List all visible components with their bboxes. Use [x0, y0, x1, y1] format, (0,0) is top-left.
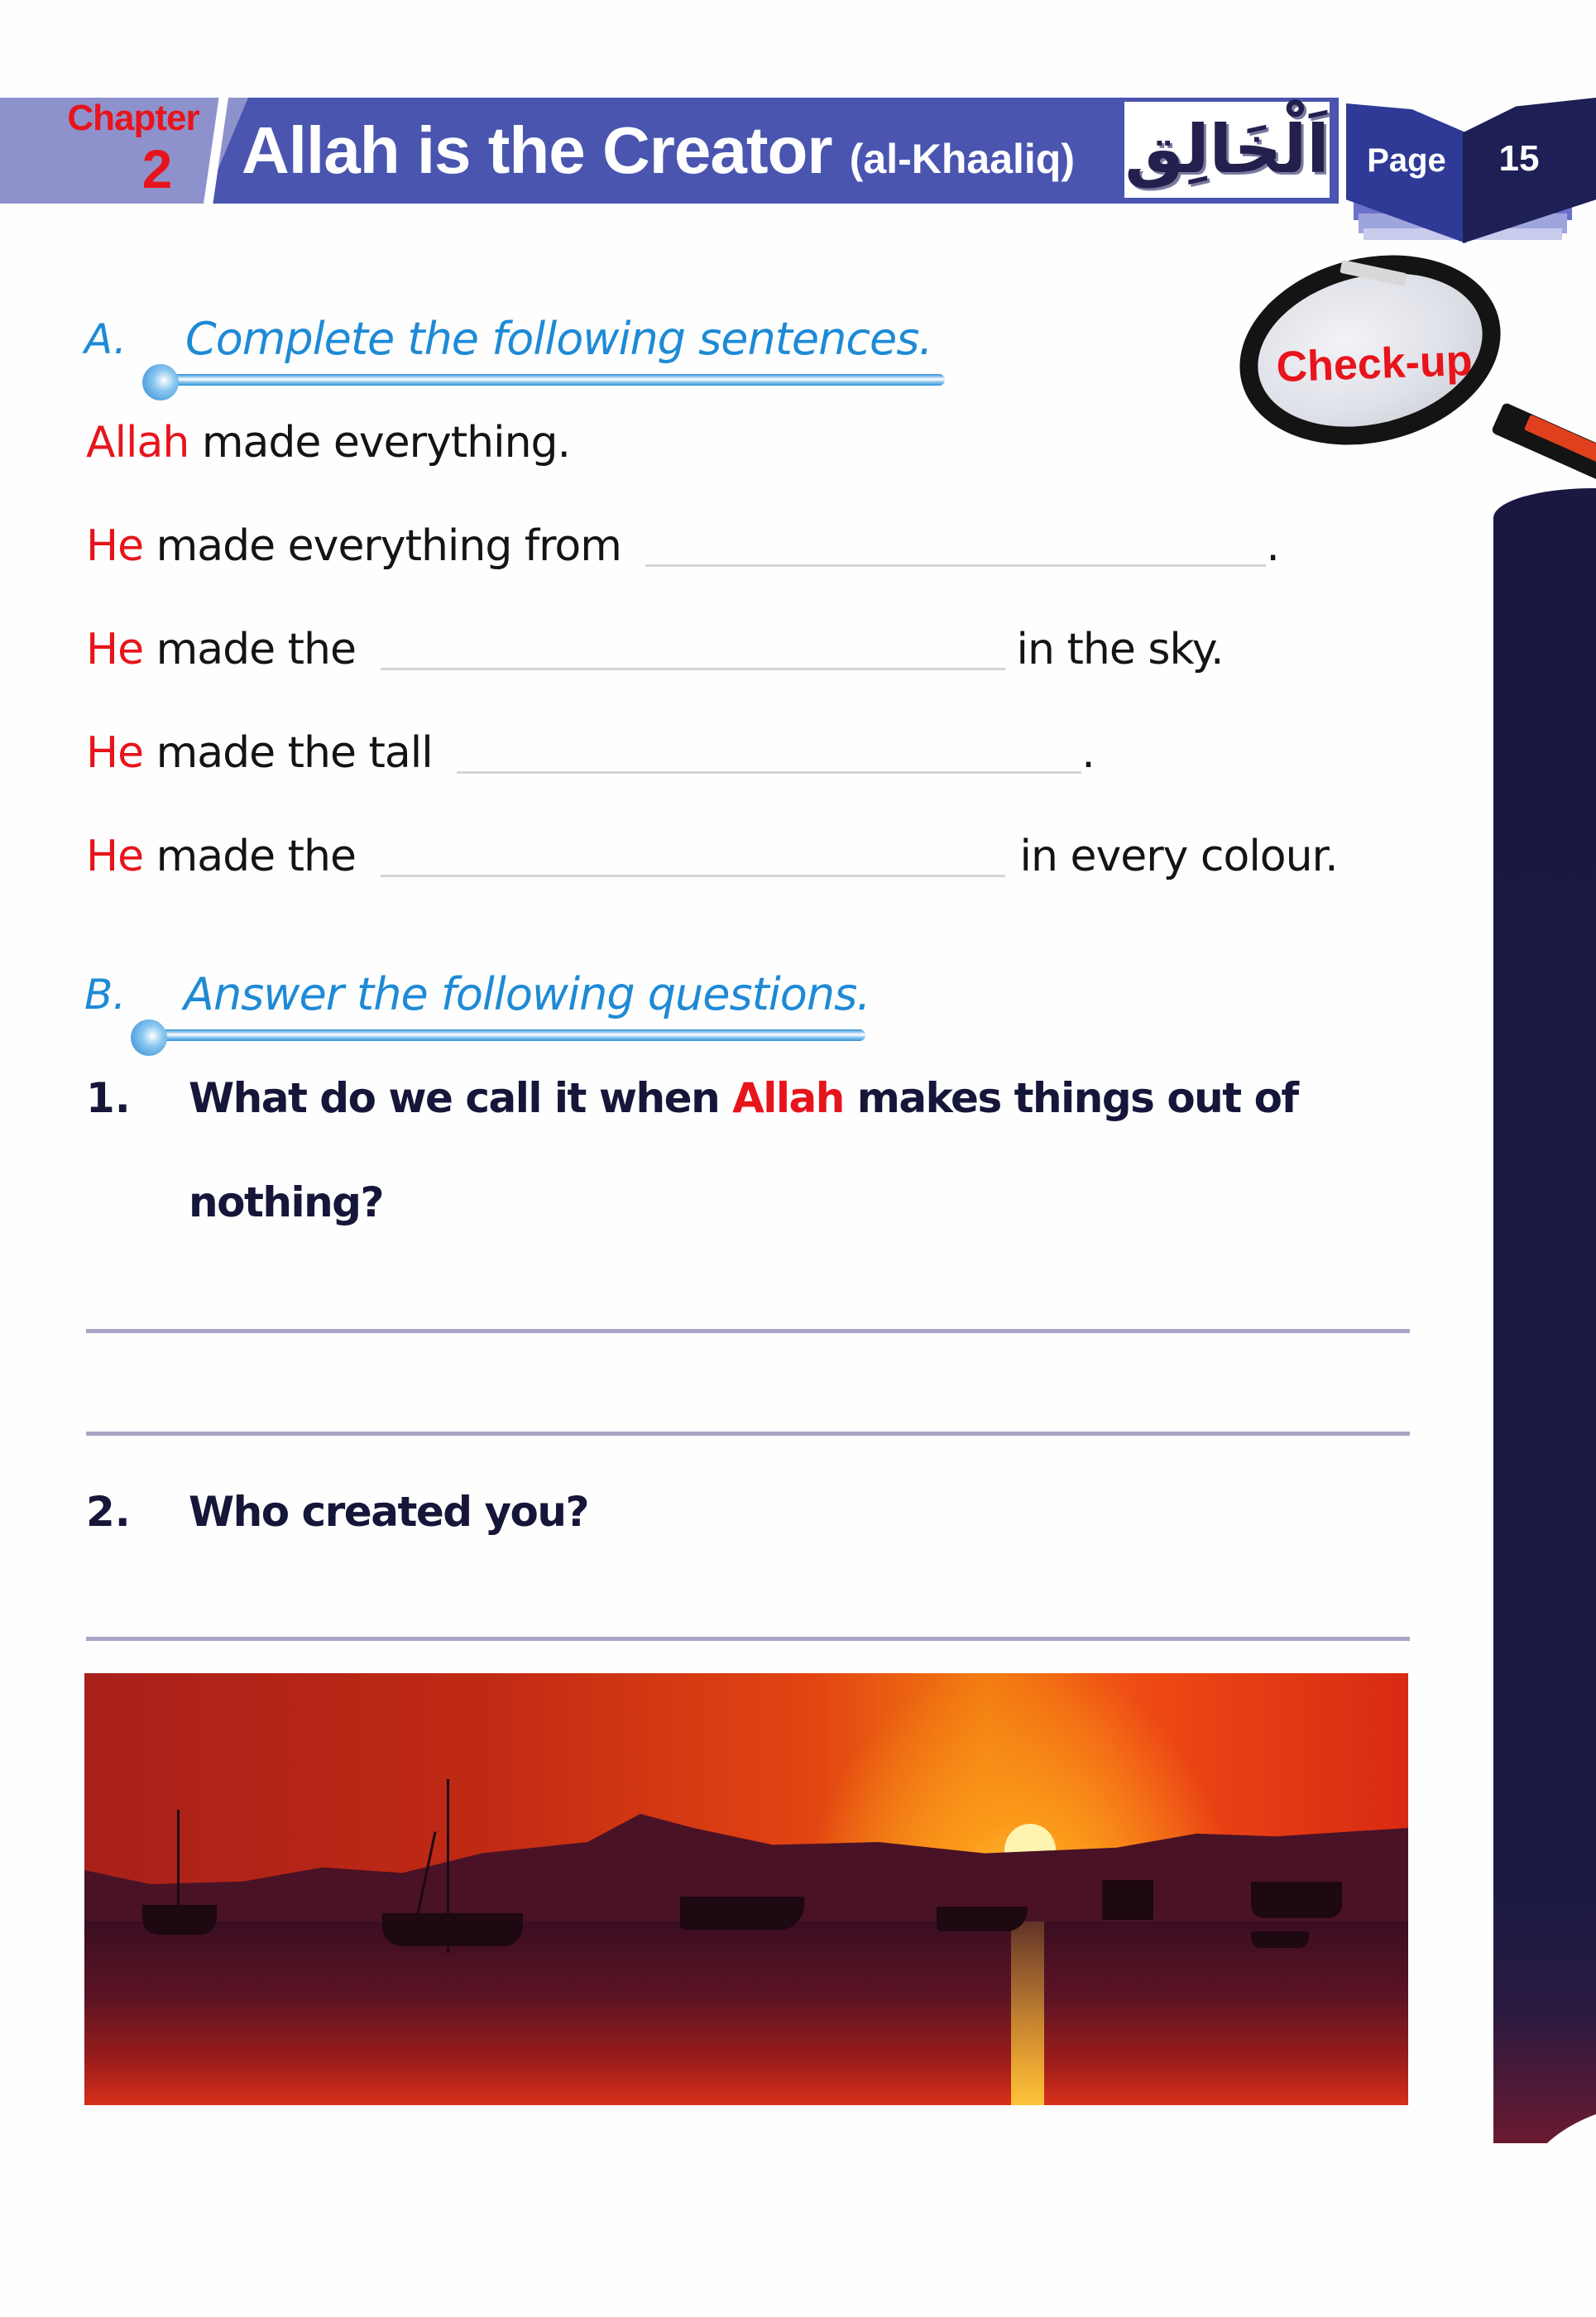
fill-in-blank-1[interactable] [645, 564, 1266, 567]
question-text: What do we call it when [189, 1074, 733, 1122]
fill-in-blank-2[interactable] [381, 668, 1005, 670]
sentence-end: in every colour. [1019, 832, 1338, 881]
sentence-end: . [1081, 728, 1095, 778]
sea-water [84, 1921, 1408, 2105]
sentence-4 [86, 828, 1338, 885]
sentence-subject: He [86, 728, 144, 778]
section-a-underline-bar [162, 374, 945, 386]
question-2-text: Who created you? [189, 1488, 589, 1536]
sentence-subject: He [86, 832, 144, 881]
chapter-title [242, 109, 1075, 192]
sentence-0 [86, 414, 570, 472]
question-highlight: Allah [732, 1074, 844, 1122]
sentence-1 [86, 517, 1279, 575]
boat-silhouette [680, 1897, 804, 1930]
sentence-end: . [1266, 521, 1279, 571]
question-2-number: 2. [86, 1488, 131, 1536]
sentence-text: made the [143, 832, 357, 881]
checkup-badge-label: Check-up [1275, 336, 1474, 392]
answer-line-q1-a[interactable] [86, 1329, 1410, 1333]
section-b-instruction: Answer the following questions. [184, 968, 870, 1020]
boat-silhouette [1251, 1882, 1342, 1918]
fill-in-blank-4[interactable] [381, 875, 1005, 877]
page-number: 15 [1498, 138, 1540, 179]
boat-silhouette [1102, 1880, 1153, 1920]
sentence-text: made everything from [143, 521, 621, 571]
sentence-2 [86, 621, 1224, 679]
section-a-instruction: Complete the following sentences. [185, 313, 932, 365]
answer-line-q2[interactable] [86, 1637, 1410, 1641]
sentence-text: made the [143, 625, 357, 674]
arabic-title-box [1122, 99, 1332, 200]
chapter-title-main: Allah is the Creator [242, 113, 832, 187]
answer-line-q1-b[interactable] [86, 1432, 1410, 1436]
sentence-text: made the tall [143, 728, 433, 778]
right-edge-band [1493, 488, 1596, 2143]
chapter-title-transliteration: (al-Khaaliq) [849, 136, 1075, 182]
boat-silhouette [937, 1907, 1028, 1931]
chapter-number: 2 [141, 138, 173, 199]
fill-in-blank-3[interactable] [457, 771, 1081, 774]
question-1-number: 1. [86, 1074, 131, 1122]
boat-silhouette [1251, 1931, 1309, 1948]
arabic-title: اَلْخَالِق [1124, 111, 1330, 188]
question-1-text [189, 1069, 1298, 1127]
sentence-subject: Allah [86, 418, 189, 468]
boat-silhouette [142, 1905, 217, 1935]
question-1-continuation: nothing? [189, 1178, 383, 1226]
boat-silhouette [382, 1913, 523, 1946]
section-b-underline-bar [149, 1029, 865, 1041]
section-b-bullet-knob [131, 1019, 167, 1056]
sentence-subject: He [86, 625, 144, 674]
section-a-letter: A. [84, 315, 127, 363]
sentence-text: made everything. [189, 418, 571, 468]
section-b-letter: B. [84, 971, 127, 1019]
sentence-subject: He [86, 521, 144, 571]
sentence-3 [86, 724, 1095, 782]
sentence-end: in the sky. [1016, 625, 1224, 674]
page-label: Page [1367, 142, 1446, 179]
sunset-photo [84, 1673, 1408, 2105]
question-text: makes things out of [843, 1074, 1298, 1122]
chapter-label: Chapter [67, 98, 199, 138]
section-a-bullet-knob [142, 364, 179, 401]
sun-reflection [1011, 1921, 1044, 2105]
